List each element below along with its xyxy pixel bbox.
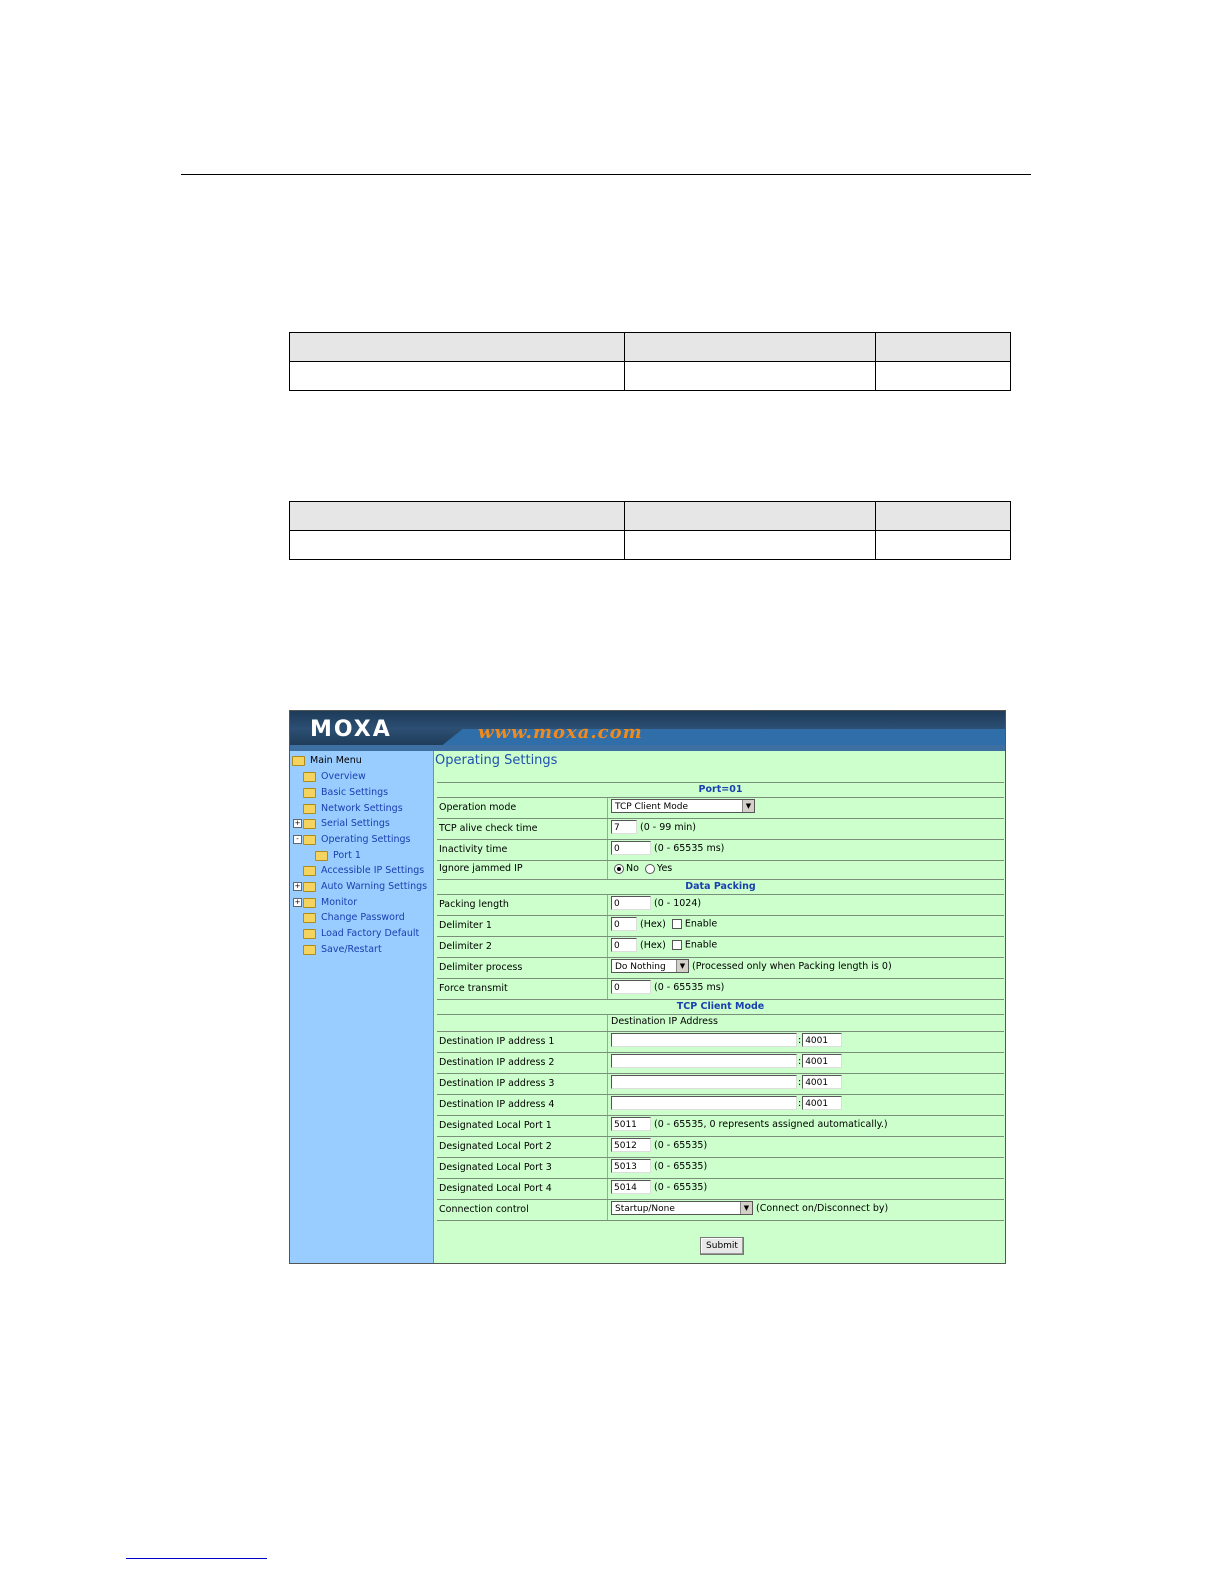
field-label: Designated Local Port 3 [439, 1162, 552, 1173]
sidebar-item-label: Auto Warning Settings [321, 881, 428, 892]
sidebar-item-label: Basic Settings [321, 787, 389, 798]
table-cell [625, 502, 876, 531]
table-cell [625, 362, 876, 391]
field-label: Designated Local Port 2 [439, 1141, 552, 1152]
select-value: TCP Client Mode [615, 802, 688, 812]
range-note: (0 - 65535) [654, 1139, 708, 1151]
sidebar-item-label: Main Menu [310, 755, 362, 766]
delimiter1-input[interactable]: 0 [611, 917, 637, 931]
column-divider [607, 1074, 608, 1094]
chevron-down-icon: ▼ [676, 960, 688, 972]
range-note: (0 - 1024) [654, 897, 702, 909]
table-cell [625, 531, 876, 560]
column-divider [607, 1032, 608, 1052]
column-divider [607, 895, 608, 915]
range-note: (0 - 65535 ms) [654, 981, 725, 993]
dest-ip-row-2 [437, 1052, 1004, 1073]
checkbox-label: Enable [684, 939, 718, 951]
sidebar-item-label: Monitor [321, 897, 358, 908]
sidebar-item-change-password[interactable] [303, 911, 405, 925]
table-cell [876, 333, 1011, 362]
folder-open-icon [292, 756, 305, 766]
sidebar-item-label: Overview [321, 771, 366, 782]
radio-label: No [626, 863, 639, 874]
field-label: TCP alive check time [439, 823, 538, 834]
field-label: Packing length [439, 899, 509, 910]
sidebar-item-label: Change Password [321, 912, 405, 923]
submit-button[interactable]: Submit [700, 1237, 744, 1255]
sidebar-item-label: Serial Settings [321, 818, 390, 829]
site-url: www.moxa.com [478, 722, 643, 743]
dest-ip-input-3[interactable] [611, 1075, 797, 1089]
delimiter2-row [437, 936, 1004, 957]
table-cell [876, 362, 1011, 391]
chevron-down-icon: ▼ [740, 1202, 752, 1214]
table-cell [290, 362, 625, 391]
folder-icon [303, 819, 316, 829]
expand-icon[interactable]: + [294, 882, 301, 890]
dest-port-input-3[interactable]: 4001 [802, 1075, 842, 1089]
column-divider [607, 1200, 608, 1220]
column-divider [607, 840, 608, 860]
sidebar-item-serial-settings[interactable] [293, 817, 390, 831]
select-value: Do Nothing [615, 962, 666, 972]
table-cell [290, 531, 625, 560]
field-label: Inactivity time [439, 844, 508, 855]
local-port-input-1[interactable]: 5011 [611, 1117, 651, 1131]
colon-separator: : [798, 1055, 802, 1067]
settings-content [435, 751, 1005, 1263]
page-title: Operating Settings [435, 753, 558, 768]
dest-port-input-4[interactable]: 4001 [802, 1096, 842, 1110]
sidebar-item-save-restart[interactable] [303, 943, 382, 957]
local-port-input-2[interactable]: 5012 [611, 1138, 651, 1152]
folder-icon [303, 929, 316, 939]
local-port-input-4[interactable]: 5014 [611, 1180, 651, 1194]
local-port-row-4 [437, 1178, 1004, 1199]
tcp-alive-row [437, 818, 1004, 839]
sidebar-item-accessible-ip[interactable] [303, 864, 424, 878]
sidebar-item-basic-settings[interactable] [303, 786, 388, 800]
sidebar-item-label: Load Factory Default [321, 928, 420, 939]
blank-table-2 [289, 501, 1011, 560]
delimiter-process-select[interactable] [611, 959, 689, 973]
range-note: (0 - 65535) [654, 1181, 708, 1193]
sidebar-item-auto-warning[interactable] [293, 880, 427, 894]
field-label: Designated Local Port 1 [439, 1120, 552, 1131]
dest-ip-row-4 [437, 1094, 1004, 1115]
chevron-down-icon: ▼ [742, 800, 754, 812]
moxa-banner [290, 711, 1005, 751]
field-label: Connection control [439, 1204, 529, 1215]
blank-table-1 [289, 332, 1011, 391]
column-divider [607, 861, 608, 879]
field-label: Destination IP address 3 [439, 1078, 555, 1089]
select-value: Startup/None [615, 1204, 675, 1214]
colon-separator: : [798, 1076, 802, 1088]
dest-ip-row-1 [437, 1031, 1004, 1052]
column-divider [607, 1095, 608, 1115]
field-label: Destination IP address 2 [439, 1057, 555, 1068]
column-divider [607, 916, 608, 936]
column-divider [607, 1015, 608, 1031]
range-note: (0 - 65535, 0 represents assigned automatically.) [654, 1118, 888, 1130]
data-packing-header: Data Packing [437, 879, 1004, 894]
field-label: Ignore jammed IP [439, 863, 523, 874]
table-cell [290, 333, 625, 362]
delimiter-process-row [437, 957, 1004, 978]
column-divider [607, 958, 608, 978]
expand-icon[interactable]: + [294, 898, 301, 906]
local-port-row-2 [437, 1136, 1004, 1157]
inactivity-input[interactable]: 0 [611, 841, 651, 855]
sidebar-item-label: Save/Restart [321, 944, 382, 955]
dest-ip-input-4[interactable] [611, 1096, 797, 1110]
process-note: (Processed only when Packing length is 0) [692, 960, 892, 972]
column-divider [607, 1158, 608, 1178]
delimiter1-row [437, 915, 1004, 936]
dest-ip-input-1[interactable] [611, 1033, 797, 1047]
tcp-alive-input[interactable]: 7 [611, 820, 637, 834]
dest-ip-input-2[interactable] [611, 1054, 797, 1068]
field-label: Delimiter 1 [439, 920, 492, 931]
field-label: Force transmit [439, 983, 508, 994]
sidebar-item-main-menu[interactable] [292, 754, 362, 768]
local-port-row-1 [437, 1115, 1004, 1136]
field-label: Delimiter 2 [439, 941, 492, 952]
sidebar-item-label: Network Settings [321, 803, 403, 814]
port-header: Port=01 [437, 782, 1004, 797]
operation-mode-row [437, 797, 1004, 818]
field-label: Designated Local Port 4 [439, 1183, 552, 1194]
radio-label: Yes [656, 863, 673, 874]
column-divider [607, 798, 608, 818]
checkbox-label: Enable [684, 918, 718, 930]
folder-icon [303, 772, 316, 782]
dest-port-input-1[interactable]: 4001 [802, 1033, 842, 1047]
field-label: Delimiter process [439, 962, 523, 973]
packing-length-row [437, 894, 1004, 915]
folder-icon [303, 804, 316, 814]
local-port-input-3[interactable]: 5013 [611, 1159, 651, 1173]
folder-icon [315, 851, 328, 861]
sidebar-item-label: Operating Settings [321, 834, 411, 845]
collapse-icon[interactable]: - [293, 835, 302, 844]
web-console-screenshot [289, 710, 1006, 1264]
sidebar-item-operating-settings[interactable] [293, 833, 410, 847]
sidebar-item-label: Accessible IP Settings [321, 865, 425, 876]
dest-ip-row-3 [437, 1073, 1004, 1094]
table-cell [876, 531, 1011, 560]
radio-no[interactable] [614, 864, 624, 874]
folder-open-icon [303, 835, 316, 845]
footer-link-rule [126, 1558, 267, 1559]
column-divider [607, 1053, 608, 1073]
connection-control-row [437, 1199, 1004, 1221]
column-divider [607, 1137, 608, 1157]
ignore-jammed-row [437, 860, 1004, 879]
column-divider [607, 1116, 608, 1136]
folder-icon [303, 945, 316, 955]
folder-icon [303, 788, 316, 798]
packing-length-input[interactable]: 0 [611, 896, 651, 910]
field-label: Destination IP address 4 [439, 1099, 555, 1110]
operation-mode-select[interactable] [611, 799, 755, 813]
sidebar-item-network-settings[interactable] [303, 802, 403, 816]
sidebar-menu [290, 751, 434, 1263]
range-note: (0 - 99 min) [640, 821, 696, 833]
inactivity-row [437, 839, 1004, 860]
field-label: Operation mode [439, 802, 517, 813]
tcp-client-mode-header: TCP Client Mode [437, 999, 1004, 1014]
connection-control-select[interactable] [611, 1201, 753, 1215]
table-cell [876, 502, 1011, 531]
field-label: Destination IP address 1 [439, 1036, 555, 1047]
local-port-row-3 [437, 1157, 1004, 1178]
radio-yes[interactable] [645, 864, 655, 874]
delimiter1-enable-checkbox[interactable] [672, 919, 682, 929]
column-divider [607, 1179, 608, 1199]
range-note: (0 - 65535 ms) [654, 842, 725, 854]
table-cell [290, 502, 625, 531]
folder-icon [303, 913, 316, 923]
range-note: (0 - 65535) [654, 1160, 708, 1172]
colon-separator: : [798, 1097, 802, 1109]
expand-icon[interactable]: + [294, 819, 301, 827]
delimiter2-enable-checkbox[interactable] [672, 940, 682, 950]
sidebar-item-monitor[interactable] [293, 896, 357, 910]
dest-port-input-2[interactable]: 4001 [802, 1054, 842, 1068]
sidebar-item-port-1[interactable] [315, 849, 361, 863]
folder-icon [303, 882, 316, 892]
column-divider [607, 979, 608, 999]
colon-separator: : [798, 1034, 802, 1046]
delimiter2-input[interactable]: 0 [611, 938, 637, 952]
dest-column-header-row [437, 1014, 1004, 1031]
table-cell [625, 333, 876, 362]
hex-note: (Hex) [640, 939, 666, 951]
dest-column-header: Destination IP Address [611, 1016, 718, 1027]
moxa-logo: MOXA [310, 717, 392, 742]
force-transmit-row [437, 978, 1004, 999]
folder-icon [303, 898, 316, 908]
folder-icon [303, 866, 316, 876]
connection-note: (Connect on/Disconnect by) [756, 1202, 889, 1214]
force-transmit-input[interactable]: 0 [611, 980, 651, 994]
column-divider [607, 937, 608, 957]
hex-note: (Hex) [640, 918, 666, 930]
sidebar-item-overview[interactable] [303, 770, 366, 784]
sidebar-item-load-factory-default[interactable] [303, 927, 419, 941]
sidebar-item-label: Port 1 [333, 850, 361, 861]
column-divider [607, 819, 608, 839]
top-rule [181, 174, 1031, 175]
